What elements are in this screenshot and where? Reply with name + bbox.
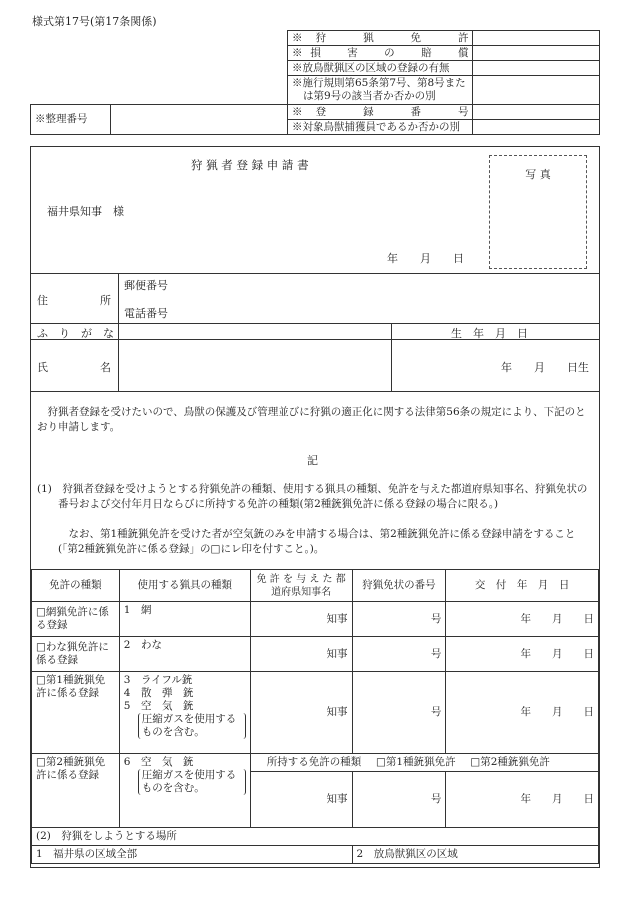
form-title: 狩 猟 者 登 録 申 請 書 [191,158,309,172]
admin-area-value[interactable] [473,61,600,76]
addressee: 福井県知事 様 [47,205,124,218]
row3-governor[interactable]: 知事 [250,672,352,754]
admin-registration-no: ※登 録 番 号 [287,105,473,120]
admin-table [30,30,600,135]
license-table [31,569,599,864]
held-opt1[interactable]: □第1種銃猟免許 [375,756,456,768]
row1-type[interactable]: □網猟免許に係る登録 [32,602,120,637]
row4-governor[interactable]: 知事 [250,772,352,828]
furigana-label: ふ り が な [37,327,114,340]
row4-number[interactable]: 号 [352,772,446,828]
row3-tool-3: 5 空 気 銃 [123,700,194,712]
row2-type[interactable]: □わな猟免許に係る登録 [32,637,120,672]
serial-label: ※整理番号 [31,105,111,135]
row1-date[interactable]: 年 月 日 [446,602,599,637]
row3-tool-2: 4 散 弾 銃 [123,687,194,699]
form-number: 様式第17号(第17条関係) [32,15,157,28]
place-option-2[interactable]: 2 放鳥獣猟区の区域 [352,846,598,864]
held-opt2[interactable]: □第2種銃猟免許 [470,756,550,768]
birth-label: 生 年 月 日 [451,327,528,340]
place-label: (2) 狩猟をしようとする場所 [32,828,599,846]
row1-tool: 1 網 [119,602,250,637]
header-issue-date: 交 付 年 月 日 [446,570,599,602]
row4-date[interactable]: 年 月 日 [446,772,599,828]
note-text: なお、第1種銃猟免許を受けた者が空気銃のみを申請する場合は、第2種銃猟免許に係る登録申請をすること(「第2種銃猟免許に係る登録」の□にレ印を付すこと。)。 [58,528,576,555]
row1-governor[interactable]: 知事 [250,602,352,637]
row4-type[interactable]: □第2種銃猟免許に係る登録 [32,754,120,828]
admin-rule-value[interactable] [473,76,600,105]
row4-tool-1: 6 空 気 銃 [123,756,194,768]
header-governor: 免 許 を 与 え た 都道府県知事名 [250,570,352,602]
serial-value[interactable] [110,105,287,135]
table-row [32,637,599,672]
name-label: 氏 名 [37,361,111,374]
ki-mark: 記 [307,454,318,467]
header-tool-type: 使用する猟具の種類 [119,570,250,602]
admin-area-registration: ※放鳥獣猟区の区域の登録の有無 [287,61,473,76]
admin-damages: ※損 害 の 賠 償 [287,46,473,61]
phone-label: 電話番号 [124,307,168,320]
row2-date[interactable]: 年 月 日 [446,637,599,672]
application-form [30,146,600,868]
item1-text: (1) 狩猟者登録を受けようとする狩猟免許の種類、使用する猟具の種類、免許を与えた都道府県知事名、狩猟免状の番号および交付年月日ならびに所持する免許の種類(第2種銃猟免許に係る登録の場合に限る。) [37,483,588,510]
row2-governor[interactable]: 知事 [250,637,352,672]
postal-label: 郵便番号 [124,279,168,292]
row2-tool: 2 わな [119,637,250,672]
photo-box[interactable] [489,155,587,269]
row2-number[interactable]: 号 [352,637,446,672]
row3-tools [119,672,250,754]
table-row [32,602,599,637]
admin-rule: ※施行規則第65条第7号、第8号また は第9号の該当者か否かの別 [287,76,473,105]
admin-capturer-value[interactable] [473,120,600,135]
place-option-1[interactable]: 1 福井県の区域全部 [32,846,353,864]
row3-tool-1: 3 ライフル銃 [123,674,193,686]
application-date[interactable]: 年 月 日 [387,252,464,265]
table-row [32,754,599,772]
header-license-number: 狩猟免状の番号 [352,570,446,602]
admin-registration-value[interactable] [473,105,600,120]
admin-license-value[interactable] [473,31,600,46]
row4-tools [119,754,250,828]
birth-date[interactable]: 年 月 日生 [501,361,589,374]
admin-capturer: ※対象鳥獣捕獲員であるか否かの別 [287,120,473,135]
photo-label: 写 真 [525,168,551,181]
row3-type[interactable]: □第1種銃猟免許に係る登録 [32,672,120,754]
row3-note: 圧縮ガスを使用するものを含む。 [138,713,246,739]
intro-text: 狩猟者登録を受けたいので、鳥獣の保護及び管理並びに狩猟の適正化に関する法律第56条の規定により、下記のとおり申請します。 [37,406,586,433]
header-license-type: 免許の種類 [32,570,120,602]
table-row [32,672,599,754]
address-label: 住 所 [37,294,111,307]
admin-license: ※狩 猟 免 許 [287,31,473,46]
admin-damages-value[interactable] [473,46,600,61]
row3-number[interactable]: 号 [352,672,446,754]
row1-number[interactable]: 号 [352,602,446,637]
held-license [250,754,598,772]
row3-date[interactable]: 年 月 日 [446,672,599,754]
row4-note: 圧縮ガスを使用するものを含む。 [138,769,246,795]
held-label: 所持する免許の種類 [266,756,362,768]
